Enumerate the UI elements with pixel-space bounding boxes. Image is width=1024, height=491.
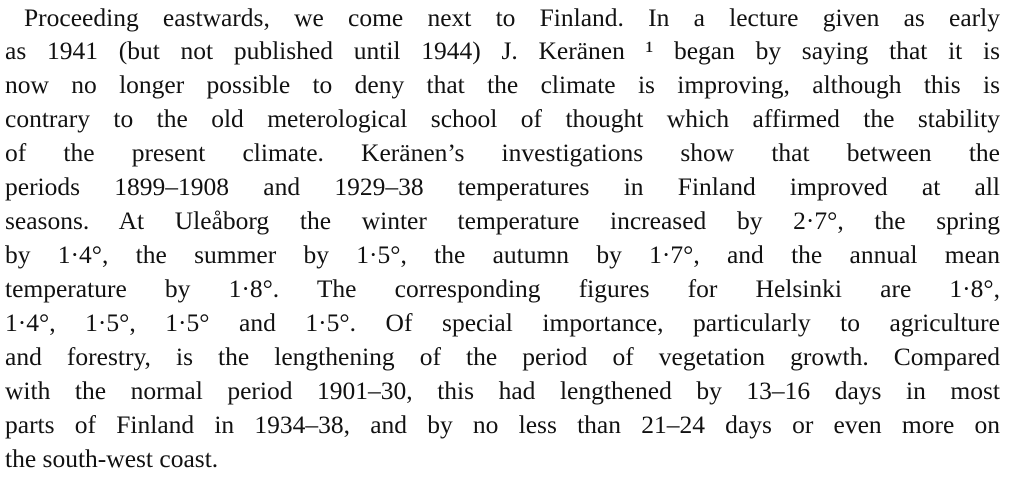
paragraph-line-12: with the normal period 1901–30, this had lengthened by 13–16 days in most — [5, 376, 1000, 405]
paragraph-line-11: and forestry, is the lengthening of the period of vegetation growth. Compared — [5, 342, 1000, 371]
paragraph-line-3: now no longer possible to deny that the climate is improving, although this is — [5, 70, 1000, 99]
paragraph-line-8: by 1·4°, the summer by 1·5°, the autumn by 1·7°, and the annual mean — [5, 240, 1000, 269]
paragraph-line-4: contrary to the old meterological school of thought which affirmed the stability — [5, 104, 1000, 133]
paragraph-line-6: periods 1899–1908 and 1929–38 temperatures in Finland improved at all — [5, 172, 1000, 201]
paragraph-line-14: the south-west coast. — [5, 444, 219, 473]
paragraph-line-1: Proceeding eastwards, we come next to Finland. In a lecture given as early — [24, 3, 1000, 32]
paragraph-line-7: seasons. At Uleåborg the winter temperature increased by 2·7°, the spring — [5, 206, 1000, 235]
paragraph-line-5: of the present climate. Keränen’s investigations show that between the — [5, 138, 1000, 167]
paragraph-line-2: as 1941 (but not published until 1944) J. Keränen ¹ began by saying that it is — [5, 36, 1000, 65]
paragraph-line-13: parts of Finland in 1934–38, and by no less than 21–24 days or even more on — [5, 410, 1000, 439]
paragraph-line-9: temperature by 1·8°. The corresponding figures for Helsinki are 1·8°, — [5, 274, 1000, 303]
paragraph-line-10: 1·4°, 1·5°, 1·5° and 1·5°. Of special importance, particularly to agriculture — [5, 308, 1000, 337]
